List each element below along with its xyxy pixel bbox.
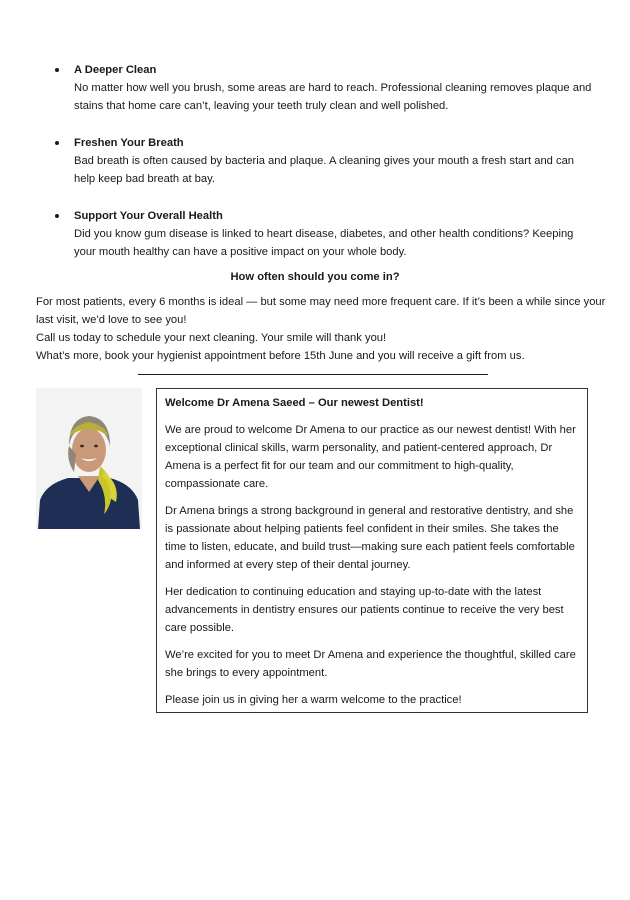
welcome-paragraph: Dr Amena brings a strong background in general and restorative dentistry, and she is passionate about helping patients feel confident in their smiles. She takes the time to listen, educate, and build trust—making sure each patient feels comfortable and informed at every step of their dental journey. [165, 505, 575, 571]
bullet-text: No matter how well you brush, some areas are hard to reach. Professional cleaning removes plaque and stains that home care can’t, leaving your teeth truly clean and well polished. [74, 82, 592, 112]
welcome-paragraph: Please join us in giving her a warm welcome to the practice! [165, 694, 462, 706]
bullet-title: Support Your Overall Health [74, 210, 223, 222]
bullet-dot [55, 68, 59, 72]
welcome-paragraph: We’re excited for you to meet Dr Amena and experience the thoughtful, skilled care she brings to every appointment. [165, 649, 576, 679]
welcome-paragraph: Her dedication to continuing education and staying up-to-date with the latest advancements in dentistry ensures our patients continue to receive the very best care possible. [165, 586, 564, 634]
benefits-list [36, 61, 596, 261]
bullet-text: Bad breath is often caused by bacteria and plaque. A cleaning gives your mouth a fresh start and can help keep bad breath at bay. [74, 155, 575, 185]
section-divider [138, 374, 488, 375]
dentist-photo [36, 388, 142, 529]
frequency-line: Call us today to schedule your next cleaning. Your smile will thank you! [36, 332, 387, 344]
bullet-text: Did you know gum disease is linked to heart disease, diabetes, and other health conditions? Keeping your mouth healthy can have a positive impact on your whole body. [74, 228, 574, 258]
frequency-paragraph [36, 293, 606, 365]
list-item [36, 134, 596, 188]
bullet-dot [55, 214, 59, 218]
welcome-paragraph: We are proud to welcome Dr Amena to our practice as our newest dentist! With her exceptional clinical skills, warm personality, and patient-centered approach, Dr Amena is a perfect fit for our team and our commitment to high-quality, compassionate care. [165, 424, 576, 490]
list-item [36, 61, 596, 115]
frequency-line: What’s more, book your hygienist appointment before 15th June and you will receive a gift from us. [36, 350, 525, 362]
list-item [36, 207, 596, 261]
frequency-line: For most patients, every 6 months is ideal — but some may need more frequent care. If it’s been a while since your last visit, we’d love to see you! [36, 296, 606, 326]
bullet-dot [55, 141, 59, 145]
bullet-title: Freshen Your Breath [74, 137, 184, 149]
frequency-heading: How often should you come in? [230, 271, 400, 283]
bullet-title: A Deeper Clean [74, 64, 157, 76]
welcome-title: Welcome Dr Amena Saeed – Our newest Dentist! [165, 397, 424, 409]
welcome-box [156, 388, 588, 713]
